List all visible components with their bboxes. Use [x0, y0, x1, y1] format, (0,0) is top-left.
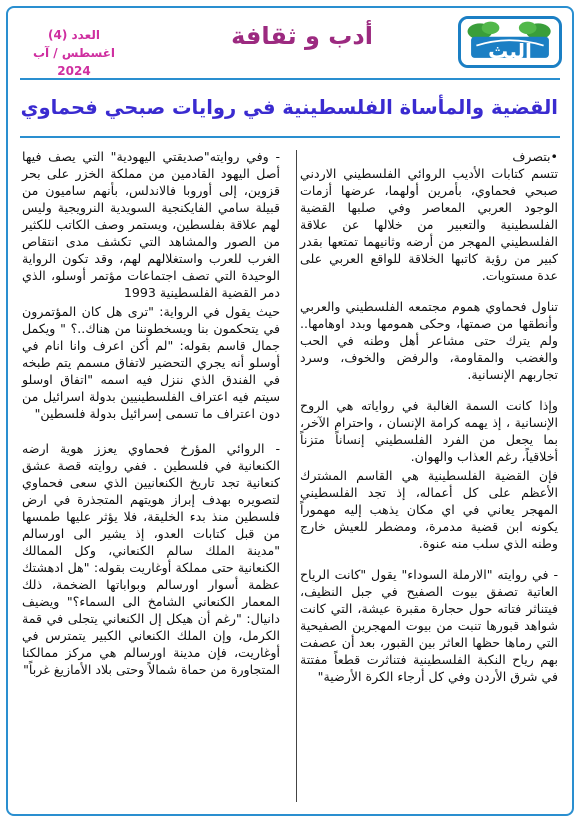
paragraph: - في روايته "الارملة السوداء" يقول "كانت الرياح العاتية تصفق بيوت الصفيح في جبل النظيف، فيتناثر فتاته حول حجارة مقبرة عيشة، التي كانت شواهد قبورها تنبت من بيوت المهجرين الصفيحية التي رماها حظها العاثر بين القبور، بعد أن عصفت بهم رياح النكبة الفلسطينية فتناثرت قطعاً مفتتة في شرق الأردن وفي كل أرجاء الكرة الأرضية" [300, 567, 558, 684]
publication-logo [458, 16, 562, 68]
title-divider [20, 136, 560, 138]
paragraph: تناول فحماوي هموم مجتمعه الفلسطيني والعربي وأنطقها من صمتها، وحكى همومها وبدد اوهامها.. ولم يترك حتى مشاعر أهل وطنه في الحب والغضب والمقاومة، والرفض والخوف، وسرد تجاربهم الإنسانية. [300, 299, 558, 382]
issue-number: العدد (4) [48, 28, 100, 42]
article-column-right [300, 148, 558, 806]
issue-date: اغسطس / آب 2024 [32, 46, 116, 78]
paragraph: وإذا كانت السمة الغالبة في رواياته هي الروح الإنسانية ، إذ يهمه كرامة الإنسان ، واحترام الآخر، بما يجعل من الفرد الفلسطيني إنساناً متزناً أخلاقياً، رغم العذاب والهوان. [300, 398, 558, 464]
article-column-left [22, 148, 280, 806]
page-header [8, 8, 572, 78]
issue-info [26, 26, 122, 80]
paragraph: - وفي روايته"صديقتي اليهودية" التي يصف فيها أصل اليهود القادمين من مملكة الخزر على بحر قزوين، إلى أوروبا فالاندلس، بأنهم ساميون من قبيلة سامي الفايكنجية السويدية النرويجية وليس لهم علاقة بفلسطين، ويستمر وصف الكاتب للكثير من الصور والمشاهد التي تكشف مدى انتقاص الغرب للعرب واستغلالهم لهم، وقد تكون الرواية الوحيدة التي تصف اجتماعات مؤتمر أوسلو، الذي دمر القضية الفلسطينية 1993 [22, 149, 280, 300]
logo-text: البث [488, 39, 532, 63]
column-divider [296, 150, 297, 802]
page-frame [6, 6, 574, 816]
section-title: أدب و ثقافة [231, 22, 373, 50]
paragraph: فإن القضية الفلسطينية هي القاسم المشترك الأعظم على كل أعماله، إذ تجد الفلسطيني المهجر يعاني في اي مكان يذهب إليه مهموراً يكونه ابن قضية مدمرة، ومضطر للعيش خارج وطنه الذي سلب منه عنوة. [300, 468, 558, 551]
paragraph: حيث يقول في الرواية: "ترى هل كان المؤتمرون في يتحكمون بنا ويسخطوننا من هناك..؟ " ويكمل جمال قاسم بقوله: "لم أكن اعرف وانا انام في أوسلو أنه يجري التحضير لاتفاق مسمم يتم طبخه في الفندق الذي ننزل فيه اسمه "اتفاق اوسلو سيتم فيه اعتراف الفلسطينيين بدولة اسرائيل من دون اعتراف ما تسمى إسرائيل بدولة فلسطين" [22, 304, 280, 421]
paragraph: - الروائي المؤرخ فحماوي يعزز هوية ارضه الكنعانية في فلسطين . ففي روايته قصة عشق كنعانية تجد تاريخ الكنعانيين الذي سعى فحماوي لتصويره بهدف إبراز هويتهم المتجذرة في ارض فلسطين منذ بدء الخليقة، فلا يؤثر عليها طمسها من قبل كتابات العدو، إذ يشير الى اورسالم "مدينة الملك سالم الكنعاني، وكل الممالك الكنعانية حتى مملكة أوغاريت بقوله: "هل ادهشتك عظمة أسوار اورسالم وبواباتها الضخمة، ذلك المعمار الكنعاني الشامخ الى السماء؟" ويضيف دانيال: "رغم أن هيكل إل الكنعاني يتجلى في قمة الكرمل، وإن الملك الكنعاني الكبير يتمترس في أوغاريت، فإن مدينة اورسالم هي مركز ممالكنا المتجاورة من حماة شمالاً وحتى بلاد الأمازيغ غرباً" [22, 441, 280, 677]
article-title: القضية والمأساة الفلسطينية في روايات صبحي فحماوي [20, 96, 558, 119]
paragraph: •بتصرف تتسم كتابات الأديب الروائي الفلسطيني الاردني صبحي فحماوي، بأمرين أولهما، عرضها أزمات الوجود العربي المعاصر وفي صلبها القضية الفلسطينية والتعبير من خلالها عن علاقة الفلسطيني المهجر من أرضه وثانيهما تمتعها بقدر كبير من رؤية كاتبها الخلاقة للواقع العربي على عدة مستويات. [300, 149, 558, 283]
header-divider [20, 78, 560, 80]
